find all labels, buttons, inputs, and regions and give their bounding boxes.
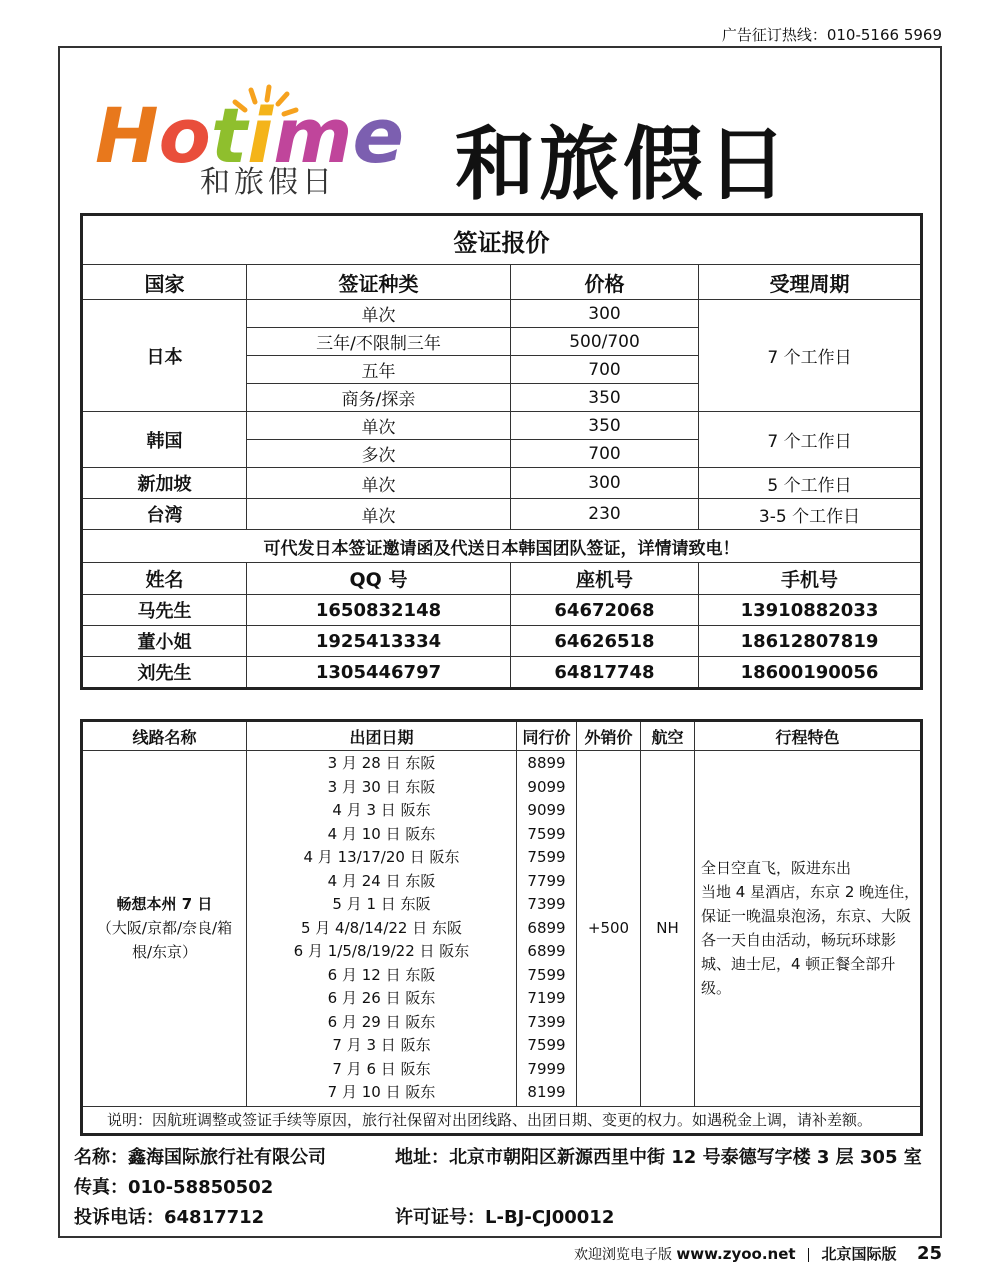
visa-price: 700 [511,440,699,468]
trade-price: 8199 [527,1083,566,1101]
departure-date: 6 月 1/5/8/19/22 日 阪东 [293,942,470,960]
tour-header-airline: 航空 [641,721,695,751]
contact-phone: 64672068 [511,595,699,626]
contact-row [82,657,922,689]
svg-text:Hotime: Hotime [95,91,404,180]
trade-price: 7599 [527,824,566,843]
tour-table [80,719,923,1136]
tour-header-route: 线路名称 [82,721,247,751]
logo-subtitle: 和旅假日 [200,165,336,200]
visa-type: 商务/探亲 [247,384,511,412]
trade-price: 7999 [527,1059,566,1078]
welcome-text: 欢迎浏览电子版 [573,1247,672,1263]
departure-date: 4 月 13/17/20 日 阪东 [303,848,460,866]
contact-qq: 1650832148 [247,595,511,626]
feature-line: 全日空直飞，阪进东出 [701,859,852,878]
trade-price: 7399 [527,895,566,913]
country-korea: 韩国 [82,412,247,468]
contact-name: 董小姐 [82,626,247,657]
feature-line: 城、迪士尼，4 顿正餐全部升级。 [701,955,896,998]
contact-mobile: 18600190056 [699,657,922,689]
agency-name: 名称：鑫海国际旅行社有限公司 [74,1147,326,1168]
brand-title: 和旅假日 [455,117,791,211]
visa-price-table [80,213,923,690]
visa-note: 可代发日本签证邀请函及代送日本韩国团队签证，详情请致电！ [82,530,922,563]
departure-date: 5 月 1 日 东阪 [332,895,431,913]
trade-price: 7599 [527,1036,566,1054]
visa-period: 7 个工作日 [699,412,922,468]
departure-date: 4 月 10 日 阪东 [327,824,436,843]
contact-mobile: 13910882033 [699,595,922,626]
visa-type: 单次 [247,412,511,440]
contact-row [82,595,922,626]
feature-line: 各一天自由活动，畅玩环球影 [701,931,897,950]
contact-header-qq: QQ 号 [247,563,511,595]
agency-address: 地址：北京市朝阳区新源西里中街 12 号泰德写字楼 3 层 305 室 [395,1147,922,1168]
bottom-bar [0,1243,942,1264]
feature-line: 保证一晚温泉泡汤，东京、大阪 [701,907,912,926]
visa-period: 5 个工作日 [699,468,922,499]
departure-date: 6 月 29 日 阪东 [327,1012,436,1031]
header-price: 价格 [511,265,699,300]
route-name: 畅想本州 7 日 [116,895,213,914]
trade-price: 7599 [527,965,566,984]
edition-label: 北京国际版 [821,1245,897,1263]
departure-date: 7 月 10 日 阪东 [327,1083,436,1101]
contact-phone: 64626518 [511,626,699,657]
header-country: 国家 [82,265,247,300]
feature-line: 当地 4 星酒店，东京 2 晚连住， [701,883,920,902]
contact-mobile: 18612807819 [699,626,922,657]
departure-date: 5 月 4/8/14/22 日 东阪 [300,918,463,937]
trade-price: 6899 [527,942,566,960]
visa-price: 230 [511,499,699,530]
contact-header-mobile: 手机号 [699,563,922,595]
airline: NH [641,751,695,1107]
country-taiwan: 台湾 [82,499,247,530]
contact-phone: 64817748 [511,657,699,689]
contact-header-name: 姓名 [82,563,247,595]
visa-price: 700 [511,356,699,384]
departure-dates [247,751,517,1107]
trade-price: 8899 [527,754,566,772]
departure-date: 4 月 24 日 东阪 [327,871,436,890]
ad-hotline: 广告征订热线：010-5166 5969 [721,26,942,44]
visa-price: 300 [511,468,699,499]
tour-header-retail-price: 外销价 [577,721,641,751]
departure-date: 3 月 28 日 东阪 [327,754,436,772]
contact-row [82,626,922,657]
divider [808,1248,809,1262]
license-number: 许可证号：L-BJ-CJ00012 [395,1207,615,1228]
hotime-logo [95,80,404,200]
retail-price: +500 [577,751,641,1107]
trade-prices [517,751,577,1107]
visa-type: 多次 [247,440,511,468]
trade-price: 7199 [527,989,566,1007]
departure-date: 4 月 3 日 阪东 [332,801,431,819]
contact-qq: 1925413334 [247,626,511,657]
departure-date: 6 月 12 日 东阪 [327,965,436,984]
departure-date: 6 月 26 日 阪东 [327,989,436,1007]
visa-table-title: 签证报价 [82,215,922,265]
country-japan: 日本 [82,300,247,412]
agency-fax: 传真：010-58850502 [74,1177,274,1198]
trade-price: 9099 [527,777,566,796]
visa-type: 五年 [247,356,511,384]
trade-price: 9099 [527,801,566,819]
visa-type: 单次 [247,468,511,499]
visa-period: 3-5 个工作日 [699,499,922,530]
contact-header-phone: 座机号 [511,563,699,595]
trade-price: 7399 [527,1012,566,1031]
website-link[interactable]: www.zyoo.net [676,1245,796,1263]
tour-note: 说明：因航班调整或签证手续等原因，旅行社保留对出团线路、出团日期、变更的权力。如遇税金上调，请补差额。 [82,1106,922,1134]
header-period: 受理周期 [699,265,922,300]
trade-price: 7799 [527,871,566,890]
country-singapore: 新加坡 [82,468,247,499]
itinerary-features [695,751,922,1107]
tour-header-trade-price: 同行价 [517,721,577,751]
route-detail: （大阪/京都/奈良/箱根/东京） [96,919,233,962]
contact-name: 刘先生 [82,657,247,689]
departure-date: 7 月 6 日 阪东 [332,1059,431,1078]
page-number: 25 [916,1243,942,1264]
trade-price: 7599 [527,848,566,866]
visa-price: 500/700 [511,328,699,356]
visa-price: 300 [511,300,699,328]
visa-price: 350 [511,384,699,412]
departure-date: 7 月 3 日 阪东 [332,1036,431,1054]
tour-header-dates: 出团日期 [247,721,517,751]
contact-qq: 1305446797 [247,657,511,689]
visa-price: 350 [511,412,699,440]
contact-name: 马先生 [82,595,247,626]
visa-type: 单次 [247,300,511,328]
visa-type: 单次 [247,499,511,530]
header-visa-type: 签证种类 [247,265,511,300]
departure-date: 3 月 30 日 东阪 [327,777,436,796]
tour-header-features: 行程特色 [695,721,922,751]
complaint-phone: 投诉电话：64817712 [74,1207,265,1228]
route-cell [82,751,247,1107]
visa-type: 三年/不限制三年 [247,328,511,356]
trade-price: 6899 [527,918,566,937]
visa-period: 7 个工作日 [699,300,922,412]
